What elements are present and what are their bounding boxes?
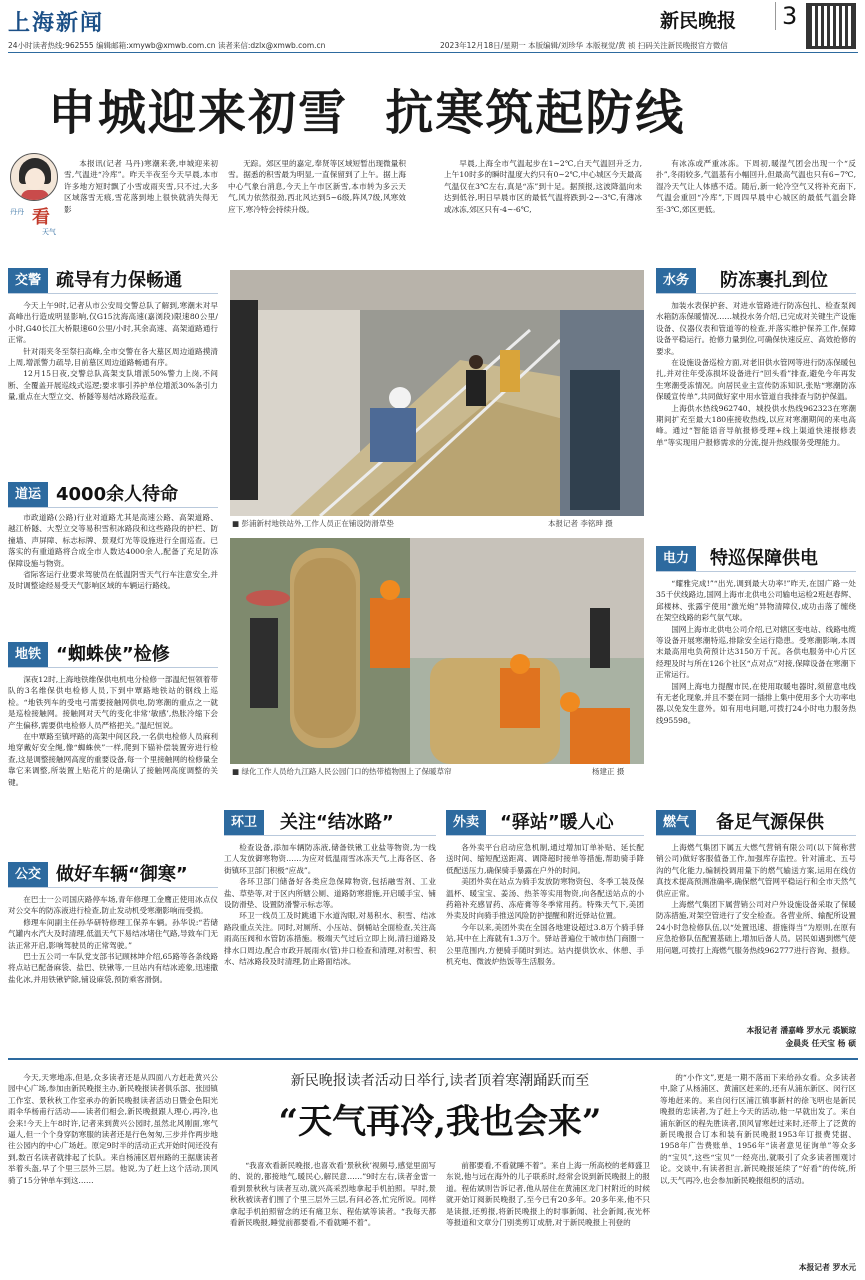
section-tag: 地铁 bbox=[8, 642, 48, 668]
section-tag: 燃气 bbox=[656, 810, 696, 836]
weather-badge-sub: 天气 bbox=[42, 228, 56, 236]
section-header-dianli bbox=[656, 546, 856, 572]
section-title: 做好车辆“御寒” bbox=[56, 864, 188, 885]
page-number: 3 bbox=[775, 2, 797, 30]
reporter-avatar bbox=[10, 153, 58, 201]
section-title: 关注“结冰路” bbox=[280, 812, 394, 833]
bottom-story-title: “天气再冷,我也会来” bbox=[278, 1102, 602, 1142]
credits-line-2: 金晨炎 任天宝 杨 硕 bbox=[785, 1039, 856, 1048]
article-gongjiao: 在巴士一公司国庆路停车场,青年修理工金鹰正使用冰点仪对公交车的防冻液进行检查,防止发动机受寒潮影响而受损。 修理车间副主任孙华研特修理工保养车辆。孙华说:“若储气罐内水汽大及时清理,低温天气下易结冰堵住气路,导致车门无法正常开启,影响驾驶员的正常驾驶。” 巴士五公司一车队党支部书记顾林坤介绍,65路等各条线路将点站已配备麻袋、盐巴、铁锹等,一旦站内有结冰迹象,迅速撒盐化冰,并用铁锹铲除,铺设麻袋,预防乘客滑倒。 bbox=[8, 895, 218, 984]
bottom-story-kicker: 新民晚报读者活动日举行,读者顶着寒潮踊跃而至 bbox=[290, 1073, 590, 1089]
section-title: 疏导有力保畅通 bbox=[56, 270, 182, 291]
section-title: “蜘蛛侠”检修 bbox=[56, 644, 170, 665]
reporter-credits bbox=[656, 1024, 856, 1050]
section-tag: 交警 bbox=[8, 268, 48, 294]
section-header-ranqi bbox=[656, 810, 856, 836]
section-title: 4000余人待命 bbox=[56, 484, 179, 505]
masthead-info-right: 2023年12月18日/星期一 本版编辑/刘珍华 本版视觉/黄 祯 扫码关注新民晚报官方微信 bbox=[440, 41, 728, 50]
bottom-divider bbox=[8, 1058, 858, 1060]
section-header-daoyun bbox=[8, 482, 218, 508]
section-tag: 外卖 bbox=[446, 810, 486, 836]
masthead-info-left: 24小时读者热线:962555 编辑邮箱:xmywb@xmwb.com.cn 读者来信:dzlx@xmwb.com.cn bbox=[8, 41, 326, 50]
article-waimai: 各外卖平台启动应急机制,通过增加订单补贴、延长配送时间、缩短配送距离、调降超时接单等措施,帮助骑手降低配送压力,确保骑手暴露在户外的时间。 美团外卖在站点为骑手发放防寒物资包、冬季工装及保温杯、暖宝宝、姜汤、热茶等实用物资,向各配送站点的小药箱补充感冒药、冻疮膏等冬季常用药。特殊天气下,美团外卖及时向骑手推送风险防护提醒和附近驿站位置。 今年以来,美团外卖在全国各地建设超过3.8万个骑手驿站,其中在上海就有1.3万个。驿站普遍位于城市热门商圈一公里范围内,方便骑手随时到达。站内提供饮水、休憩、手机充电、微波炉热饭等生活服务。 bbox=[446, 843, 644, 967]
photo-bottom bbox=[230, 538, 644, 764]
qr-code-icon bbox=[806, 3, 856, 49]
article-daoyun: 市政道路(公路)行业对道路尤其是高速公路、高架道路、越江桥隧、大型立交等易积雪积冰路段和这些路段的护栏、防撞墙、声屏障、标志标牌、景观灯光等设施进行全面巡查。已落实的有重道路将合成全市人数达4000余人,配备了充足防冻保障设施与物资。 省际客运行业要求驾驶员在低温阴雪天气行车注意安全,并及时调整途经易受天气影响区域的车辆运行路线。 bbox=[8, 513, 218, 591]
article-shuiwu: 加装水表保护套、对进水管路进行防冻包扎、检查泵阀水箱防冻保暖情况……城投水务介绍,已完成对关键生产设施设备、仪器仪表和管道等的检查,并落实维护保养工作,保障设备平稳运行。抢修力量到位,可确保快速反应、高效抢修的要求。 在设施设备巡检方面,对老旧供水管网等进行防冻保暖包扎,并对往年受冻损坏设备进行“回头看”排查,避免今年再发生寒潮受冻情况。向居民业主宣传防冻知识,张贴“寒潮防冻保暖宣传单”,共同做好家中用水管道自我排查与防护保温。 上海供水热线962740、城投供水热线962323在寒潮期间扩充至最大180座接收热线,以应对寒潮期间的来电高峰。通过“智能语音导航报修受理+线上渠道快速报修表单”等实现用户报修需求的分流,提升热线服务受理能力。 bbox=[656, 301, 856, 447]
bottom-story-mid-2: 前都要看,不看就睡不着”。来自上海一所高校的老师盛卫东说,他与远在海外的儿子联系时,经常会说到新民晚报上的报道。程佑斌则告诉记者,他从居住在黄浦区龙门村附近的时候就开始订阅新民晚报了,至今已有20多年。20多年来,他不只是读报,还剪报,将新民晚报上的时事新闻、社会新闻,夜光杯等报道和文章分门别类剪订成册,对于新民晚报上刊登的 bbox=[446, 1161, 650, 1228]
photo-top-credit: 本报记者 李铭珅 摄 bbox=[548, 519, 613, 528]
article-dianli: “耀雅完成!”“出光,调到最大功率!”昨天,在国广路一处35千伏线路边,国网上海市北供电公司输电运检2班赵春辉、邱楼林、张露宇使用“激光炮”异物清障仪,成功击落了缠绕在架空线路的彩气氛气球。 国网上海市北供电公司介绍,已对辖区变电站、线路电缆等设备开展寒潮特巡,排除安全运行隐患。受寒潮影响,本周末最高用电负荷预计达3150万千瓦。各供电服务中心片区经理及时与所在126个社区“点对点”对接,保障设备在寒潮下正常运行。 国网上海电力提醒市民,在使用取暖电器时,须留意电线有无老化现象,并且不要在同一插排上集中使用多个大功率电器,以免发生意外。如有用电问题,可拨打24小时电力服务热线95598。 bbox=[656, 579, 856, 725]
bottom-story-left: 今天,天寒地冻,但是,众多读者还是从四面八方赶赴黄兴公园中心广场,参加由新民晚报主办,新民晚报读者俱乐部、张园镇工作室、景秋秋工作室承办的新民晚报读者活动日暨金色阳光雨伞华杨甫行活动——读者们相会,新民晚报跟人理心,再冷,也会来!今天上午8时许,记者来到黄兴公园时,虽然北风刚面,寒气逼人,但一个个身穿防寒服的读者还是行色匆匆,三步并作两步地往公园内的中心广场赶。原定9时半的活动正式开始时间还没有到,数百名读者就排起了长队。来自杨浦区眉州路的王据康读者举着头盔,早了个里三层外三层。他说,为了赶上这个活动,顶风骑了15分钟单车到这…… bbox=[8, 1073, 218, 1185]
article-huanwei: 检查设备,添加车辆防冻液,储备铁锹工业盐等物资,为一线工人发放御寒物资……为应对低温雨雪冰冻天气,上海各区、各街镇环卫部门积极“应战”。 各环卫部门储备好各类应急保障物资,包括融雪剂、工业盐、草垫等,对于区内所辖公厕、道路防寒措施,开启暖手宝、铺设防滑垫、设置防滑警示标志等。 环卫一线员工及时跳通下水道沟眼,对易积水、积雪、结冰路段重点关注。同时,对厕所、小压站、倒桶站全面检查,关注高雨高压阀和水管防冻措施。极端天气过后立即上岗,清扫道路及排水口周边,配合市政开展雨水(管)井口检查和清理,对积雪、积水、结冰路段及时清理,防止路面结冰。 bbox=[224, 843, 436, 967]
masthead bbox=[0, 0, 865, 52]
photo-bottom-credit: 杨建正 摄 bbox=[592, 767, 625, 776]
masthead-rule bbox=[8, 52, 858, 53]
brand-logo: 新民晚报 bbox=[660, 10, 737, 32]
section-tag: 电力 bbox=[656, 546, 696, 572]
section-header-ditie bbox=[8, 642, 218, 668]
bottom-story-right: 的“小作文”,更是一期不落而下来给孙女看。众多读者中,除了从杨浦区、黄浦区赶来的,还有从浦东新区、闵行区等地赶来的。来自闵行区浦江镇事新村的徐飞明也是新民晚报的忠读者,为了赶上今天的活动,他一早就出发了。来自浦东新区的程先胜读者,顶风冒寒赶过来时,还带上了泛黄的新民晚报合订本和装有新民晚报1953年订报费凭据、1958年广告费账单、1956年“读者意见征询单”等众多的“宝贝”,这些“宝贝”一经亮出,就吸引了众多读者围观讨论。交谈中,有读者担言,新民晚报延续了“好看”的传统,所以,天气再冷,也会参加新民晚报组织的活动。 bbox=[660, 1073, 856, 1185]
lead-col-3: 早晨,上海全市气温起步在1~2℃,白天气温回升乏力,上午10时多的瞬时温度大约只有0~2℃,中心城区今天最高气温仅在3℃左右,真是“冻”到十足。据预报,这波降温向未达到低谷,明日早晨市区的最低气温将跌到-2~-3℃,有薄冰或冰冻,郊区只有-4~-6℃, bbox=[444, 159, 642, 214]
section-tag: 道运 bbox=[8, 482, 48, 508]
bottom-story-mid-1: “我喜欢看新民晚报,也喜欢看‘景秋秋’视频号,感觉里面写的、说的,都接地气,暖民心,解民意……”9时左右,读者金雷一看到景秋秋与读者互动,就兴高采烈地拿起手机拍照。早时,景秋秋被读者们围了个里三层外三层,有问必答,忙完所说。同样拿起手机拍照留念的还有痛卫东、程佑斌等读者。“我每天都看新民晚报,睡觉前都要看,不看就睡不着”。 bbox=[230, 1161, 436, 1228]
article-ditie: 深夜12时,上海地铁维保供电机电分检修一部温纪恒领着带队的3名维保供电检修人员,下到中覃路地铁站的钢线上巡检。“地铁列车的受电弓需要接触网供电,防寒潮的重点之一就是巡检接触网。接触网对天气的变化非常‘敏感’,热胀冷缩下会产生偏移,需要供电检修人员严格把关。”温纪恒说。 在中覃路至镇坪路的高架中间区段,一名供电检修人员麻利地穿戴好安全绳,像“蜘蛛侠”一样,爬到下锚补偿装置旁进行检查,这是调整接触网高度的重要设备,每一个里接触网的检修量全靠它来调整,所装置上贴花片的是确认了接触网高度调整的关键。 bbox=[8, 675, 218, 787]
photo-top-caption: ■ 彭浦新村地铁站外,工作人员正在铺设防滑草垫 bbox=[232, 519, 394, 528]
section-title: 防冻裹扎到位 bbox=[720, 270, 828, 291]
article-jiaojing: 今天上午9时,记者从市公安局交警总队了解到,寒潮未对早高峰出行造成明显影响,仅G15沈海高速(嘉浏段)限速80公里/小时,G40长江大桥限速60公里/小时,其余高速、高架道路通行正常。 针对雨夹冬至祭扫高峰,全市交警在各大墓区周边道路摸清上周,增派警力疏导,目前墓区周边道路畅通有序。 12月15日夜,交警总队高架支队增派50%警力上岗,不间断、全覆盖开展巡线式巡逻;要求事引养护单位增派30%条引力量,重点在大型立交、桥隧等易结冰路段巡查。 bbox=[8, 301, 218, 402]
section-title: 上海新闻 bbox=[8, 11, 105, 36]
section-title: 备足气源保供 bbox=[716, 812, 824, 833]
section-header-waimai bbox=[446, 810, 644, 836]
lead-col-2: 无踪。郊区里的嘉定,奉贤等区域短暂出现微量积雪。据悉的积雪最为明显,一直保留到了上午。据上海中心气象台消息,今天上午市区新雪,本市转为多云天气,风力依然很劲,西北风达到5~6级,阵风7级,风寒效应下,寒冷特会持续升级。 bbox=[228, 159, 406, 214]
credits-line-1: 本报记者 潘嘉峰 罗水元 裘颖琼 bbox=[746, 1026, 856, 1035]
photo-top bbox=[230, 270, 644, 516]
lead-col-1: 本报讯(记者 马丹)寒潮来袭,申城迎来初雪,气温进“冷库”。昨天半夜至今天早晨,本市许多地方短时飘了小雪或雨夹雪,只不过,大多区域落雪无痕,雪花落到地上很快就消失得无影 bbox=[64, 159, 218, 214]
section-title: “驿站”暖人心 bbox=[500, 812, 614, 833]
weather-badge bbox=[8, 153, 60, 243]
main-headline: 申城迎来初雪 抗寒筑起防线 bbox=[48, 85, 686, 141]
section-header-jiaojing bbox=[8, 268, 218, 294]
section-tag: 公交 bbox=[8, 862, 48, 888]
section-header-gongjiao bbox=[8, 862, 218, 888]
weather-badge-name: 丹丹 bbox=[10, 208, 24, 216]
photo-bottom-image bbox=[230, 538, 644, 764]
section-title: 特巡保障供电 bbox=[710, 548, 818, 569]
weather-badge-label: 看 bbox=[32, 207, 50, 228]
bottom-story-credit: 本报记者 罗水元 bbox=[798, 1263, 856, 1272]
section-header-shuiwu bbox=[656, 268, 856, 294]
photo-bottom-caption: ■ 绿化工作人员给九江路人民公园门口的热带植物围上了保暖草帘 bbox=[232, 767, 452, 776]
section-tag: 环卫 bbox=[224, 810, 264, 836]
section-tag: 水务 bbox=[656, 268, 696, 294]
section-header-huanwei bbox=[224, 810, 436, 836]
lead-col-4: 有冰冻或严重冰冻。下周初,暖湿气团会出现一个“反扑”,冬雨较多,气温基有小幅回升,但最高气温也只有6~7℃,湿冷天气让人体感不适。随后,新一轮冷空气又将补充南下,气温会重回“冷库”,下周四早晨中心城区的最低气温会降至-3℃,郊区更低。 bbox=[656, 159, 856, 214]
article-ranqi: 上海燃气集团下属五大燃气营销有限公司(以下简称营销公司)做好客服值备工作,加强库存监控。针对浦北、五号沟的气化能力,编制投调用量下的燃气输送方案,运用在线仿真技术提高预测准确率,确保燃气管网平稳运行和全市天然气供应正常。 上海燃气集团下属营销公司对户外设施设备采取了保暖防冻措施,对架空管进行了安全检查。各营业所、输配所设置24小时急检修队伍,以“处置迅速、措施得当”为原则,在原有应急抢修队伍配置基础上,增加后备人员。居民如遇到燃气使用问题,可拨打上海燃气服务热线962777进行咨询、报修。 bbox=[656, 843, 856, 955]
photo-top-image bbox=[230, 270, 644, 516]
